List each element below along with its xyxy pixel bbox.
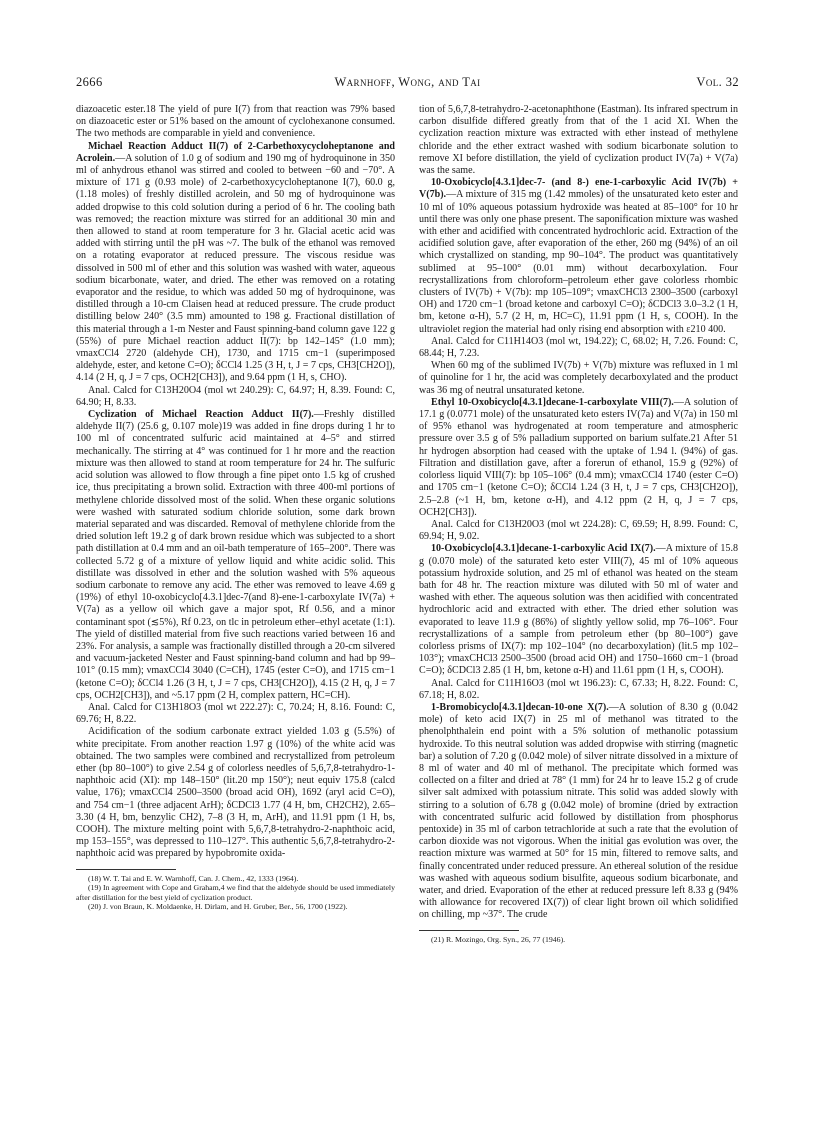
section-body: —A mixture of 315 mg (1.42 mmoles) of the unsaturated keto ester and 10 ml of 10% aqueous potassium hydroxide was heated at 85–100° for 10 hr until there was only one phase present. The saponification mixture was washed with ether and acidified with concentrated hydrochloric acid. Extraction of the acidified solution gave, after evaporation of the ether, 260 mg (94%) of an oil which crystallized on standing, mp 90–104°. The product was quantitatively sublimed at 95–100° (0.01 mm) without decarboxylation. Four recrystallizations from chloroform–petroleum ether gave colorless rhombic clusters of IV(7b) + V(7b): mp 105–109°; νmaxCHCl3 2300–3500 (carboxyl OH) and 1720 cm−1 (broad ketone and carboxyl C=O); δCDCl3 3.0–3.2 (1 H, bm, ketone α-H), 5.7 (2 H, m, HC=C), 11.91 ppm (1 H, s, COOH). In the ultraviolet region the material had only rising end absorption with ε210 400. (419, 189, 738, 335)
paragraph: tion of 5,6,7,8-tetrahydro-2-acetonaphthone (Eastman). Its infrared spectrum in carbon disulfide differed greatly from that of the 1 acid XI. When the cyclization reaction mixture was extracted with ether instead of methylene chloride and the ether extract washed with sodium bicarbonate solution to remove XI before distillation, the yield of cyclization product IV(7a) + V(7a) was the same. (419, 104, 738, 177)
page-number: 2666 (76, 75, 103, 89)
section-heading: 1-Bromobicyclo[4.3.1]decan-10-one X(7). (431, 701, 609, 713)
section-paragraph (419, 397, 738, 519)
analysis-line: Anal. Calcd for C11H16O3 (mol wt 196.23): C, 67.33; H, 8.22. Found: C, 67.18; H, 8.02. (419, 677, 738, 701)
section-heading: 10-Oxobicyclo[4.3.1]dec-7- (and 8-) ene-1-carboxylic Acid IV(7b) + V(7b). (419, 177, 738, 201)
paragraph: Acidification of the sodium carbonate extract yielded 1.03 g (5.5%) of white precipitate. From another reaction 1.97 g (10%) of the white acid was obtained. The two samples were combined and recrystallized from petroleum ether (bp 80–100°) to give 2.54 g of colorless needles of 5,6,7,8-tetrahydro-1-naphthoic acid (XI): mp 148–150° (lit.20 mp 150°); neut equiv 175.8 (calcd value, 176); νmaxCCl4 2500–3500 (broad acid OH), 1692 (aryl acid C=O), and 754 cm−1 (three adjacent ArH); δCDCl3 1.77 (4 H, bm, CH2CH2), 2.65–3.30 (4 H, bm, benzylic CH2), 7–8 (3 H, m, ArH), and 11.91 ppm (1 H, bs, COOH). The mixture melting point with 5,6,7,8-tetrahydro-2-naphthoic acid, mp 153–155°, was depressed to 110–127°. This authentic 5,6,7,8-tetrahydro-2-naphthoic acid was prepared by hypobromite oxida- (76, 726, 395, 860)
section-body: —A solution of 17.1 g (0.0771 mole) of the unsaturated keto esters IV(7a) and V(7a) in 150 ml of 95% ethanol was hydrogenated at room temperature and atmospheric pressure over 3.5 g of 5% palladium supported on barium sulfate.21 After 51 hr hydrogen absorption had ceased with the uptake of 1.94 l. (94%) of gas. Filtration and distillation gave, after a forerun of ethanol, 15.9 g (92%) of colorless liquid VIII(7): bp 105–106° (0.4 mm); νmaxCCl4 1740 (ester C=O) and 1705 cm−1 (ketone C=O); δCCl4 1.24 (3 H, t, J = 7 cps, CH3[CH2O]), 2.5–2.8 (~1 H, bm, ketone α-H), and 4.12 ppm (2 H, q, J = 7 cps, OCH2[CH3]). (419, 396, 738, 518)
analysis-line: Anal. Calcd for C13H20O4 (mol wt 240.29): C, 64.97; H, 8.39. Found: C, 64.90; H, 8.33. (76, 384, 395, 408)
section-paragraph (419, 177, 738, 336)
analysis-line: Anal. Calcd for C13H18O3 (mol wt 222.27): C, 70.24; H, 8.16. Found: C, 69.76; H, 8.22. (76, 701, 395, 726)
paragraph: When 60 mg of the sublimed IV(7b) + V(7b) mixture was refluxed in 1 ml of quinoline for 1 hr, the acid was completely decarboxylated and the product was 36 mg of neutral unsaturated ketone. (419, 360, 738, 396)
footnote: (20) J. von Braun, K. Moldaenke, H. Dirlam, and H. Gruber, Ber., 56, 1700 (1922). (88, 902, 348, 912)
section-paragraph (76, 409, 395, 702)
footnote-divider (419, 930, 519, 931)
footnote-divider (76, 869, 176, 870)
volume-label: Vol. 32 (696, 75, 739, 89)
section-heading: Cyclization of Michael Reaction Adduct II(7). (88, 409, 314, 421)
footnote: (19) In agreement with Cope and Graham,4 we find that the aldehyde should be used immediately after distillation for the best yield of cyclization product. (76, 883, 395, 902)
section-body: —A solution of 1.0 g of sodium and 190 mg of hydroquinone in 350 ml of anhydrous ethanol was stirred and cooled to between −60 and −70°. A mixture of 171 g (0.93 mole) of 2-carbethoxycycloheptanone I(7), 60.0 g, (1.18 moles) of freshly distilled acrolein, and 50 mg of hydroquinone was added dropwise to this cold solution during a period of 6 hr. The cooling bath was removed; the reaction mixture was stirred for an additional 30 min and then allowed to stand at room temperature for 3 hr. Glacial acetic acid was added with stirring until the pH was ~7. The bulk of the ethanol was removed on a rotating evaporator at reduced pressure. The viscous residue was dissolved in 500 ml of ether and this solution was washed with water, aqueous sodium bicarbonate, water, and dried. The ether was removed on a rotating evaporator and the residue, to which was added 50 mg of hydroquinone, was distilled through a 10-cm Claisen head at reduced pressure. The crude product distilling below 240° (3.5 mm) amounted to 198 g. Fractional distillation of this material through a 1-m Nester and Faust spinning-band column gave 122 g (55%) of pure Michael reaction adduct II(7): bp 142–145° (1.0 mm); νmaxCCl4 2720 (aldehyde CH), 1730, and 1715 cm−1 (superimposed aldehyde, ester, and ketone C=O); δCCl4 1.25 (3 H, t, J = 7 cps, CH3[CH2O]), 4.14 (2 H, q, J = 7 cps, OCH2[CH3]), and 9.64 ppm (1 H, s, CHO). (76, 152, 395, 384)
section-heading: 10-Oxobicyclo[4.3.1]decane-1-carboxylic Acid IX(7). (431, 543, 656, 555)
footnote: (18) W. T. Tai and E. W. Warnhoff, Can. J. Chem., 42, 1333 (1964). (88, 873, 299, 883)
analysis-line: Anal. Calcd for C13H20O3 (mol wt 224.28): C, 69.59; H, 8.99. Found: C, 69.94; H, 9.02. (419, 518, 738, 543)
right-column (419, 104, 738, 944)
section-heading: Michael Reaction Adduct II(7) of 2-Carbethoxycycloheptanone and Acrolein. (76, 140, 395, 164)
paragraph: diazoacetic ester.18 The yield of pure I(7) from that reaction was 79% based on diazoacetic ester or 51% based on the amount of cyclohexanone consumed. The two methods are comparable in yield and convenience. (76, 104, 395, 140)
section-paragraph (419, 543, 738, 677)
section-body: —A solution of 8.30 g (0.042 mole) of keto acid IX(7) in 25 ml of methanol was titrated to the phenolphthalein end point with a 5% solution of methanolic potassium hydroxide. To this neutral solution was added dropwise with stirring (magnetic bar) a solution of 7.20 g (0.042 mole) of silver nitrate dissolved in a mixture of 8 ml of water and 40 ml of methanol. The precipitate which formed was collected on a filter and dried at 78° (1 mm) for 24 hr to leave 15.2 g of crude silver salt admixed with potassium nitrate. This solid was added slowly with stirring to a solution of 6.78 g (0.042 mole) of bromine (dried by extraction with concentrated sulfuric acid followed by distillation from phosphorus pentoxide) in 35 ml of carbon tetrachloride at such a rate that the evolution of carbon dioxide was not vigorous. When the initial gas evolution was over, the reaction mixture was warmed at 50° for 15 min, filtered to remove salts, and finally concentrated under reduced pressure. An ethereal solution of the residue was washed with aqueous sodium bisulfite, aqueous sodium bicarbonate, and water, and dried. Evaporation of the ether at reduced pressure left 8.33 g (94% with allowance for recovered IX(7)) of clear light brown oil which solidified on chilling, mp ~37°. The crude (419, 701, 738, 921)
section-paragraph (76, 141, 395, 385)
running-header (76, 75, 739, 91)
running-authors: Warnhoff, Wong, and Tai (334, 75, 481, 89)
section-paragraph (419, 702, 738, 922)
analysis-line: Anal. Calcd for C11H14O3 (mol wt, 194.22); C, 68.02; H, 7.26. Found: C, 68.44; H, 7.23. (419, 335, 738, 360)
footnote: (21) R. Mozingo, Org. Syn., 26, 77 (1946). (431, 934, 566, 944)
section-body: —Freshly distilled aldehyde II(7) (25.6 g, 0.107 mole)19 was added in fine drops during 1 hr to 100 ml of concentrated sulfuric acid maintained at 4–5° and stirred mechanically. The stirring at 4° was continued for 1 hr more and the reaction mixture was then allowed to stand at room temperature for 24 hr. The sulfuric acid solution was allowed to flow through a fine pipet onto 1.5 kg of crushed ice, thus precipitating a brown solid. Extraction with three 400-ml portions of methylene chloride dissolved most of the solid. When these organic solutions were washed with saturated sodium chloride solution, some dark brown material separated and was discarded. Removal of methylene chloride from the dried solution left 19.2 g of dark brown residue which was subjected to a short path distillation at 0.4 mm and an oil-bath temperature of 165–200°. There was collected 5.72 g of a mixture of yellow liquid and white acidic solid. This distillate was dissolved in ether and the solution washed with 5% aqueous sodium carbonate to remove any acid. The ether was removed to leave 4.69 g (19%) of ethyl 10-oxobicyclo[4.3.1]dec-7(and 8)-ene-1-carboxylate IV(7a) + V(7a) as a yellow oil which gave a major spot, Rf 0.56, and a minor contaminant spot (≲5%), Rf 0.23, on tlc in petroleum ether–ethyl acetate (1:1). The yield of distilled material from five such reactions varied between 16 and 23%. For analysis, a sample was fractionally distilled through a 20-cm silvered and vacuum-jacketed Nester and Faust spinning-band column and had bp 99–101° (0.15 mm); νmaxCCl4 3040 (C=CH), 1745 (ester C=O), and 1715 cm−1 (ketone C=O); δCCl4 1.26 (3 H, t, J = 7 cps, CH3[CH2O]), 4.15 (2 H, q, J = 7 cps, OCH2[CH3]), and ~5.17 ppm (2 H, complex pattern, HC=CH). (76, 409, 395, 701)
section-heading: Ethyl 10-Oxobicyclo[4.3.1]decane-1-carboxylate VIII(7). (431, 396, 674, 408)
section-body: —A mixture of 15.8 g (0.070 mole) of the saturated keto ester VIII(7), 45 ml of 10% aqueous potassium hydroxide solution, and 25 ml of ethanol was heated on the steam bath for 48 hr. The reaction mixture was diluted with 50 ml of water and washed with ether. The aqueous solution was then acidified with concentrated hydrochloric acid and extracted with ether. The dried ether solution was evaporated to leave 11.9 g (86%) of slightly yellow solid, mp 76–106°. Four recrystallizations of a sample from petroleum ether (bp 80–100°) gave colorless prisms of IX(7): mp 102–104° (no decarboxylation) (lit.5 mp 102–103°); νmaxCHCl3 2500–3500 (broad acid OH) and 1750–1660 cm−1 (broad C=O); δCDCl3 2.85 (1 H, bm, ketone α-H) and 11.61 ppm (1 H, s, COOH). (419, 543, 738, 677)
left-column (76, 104, 395, 912)
